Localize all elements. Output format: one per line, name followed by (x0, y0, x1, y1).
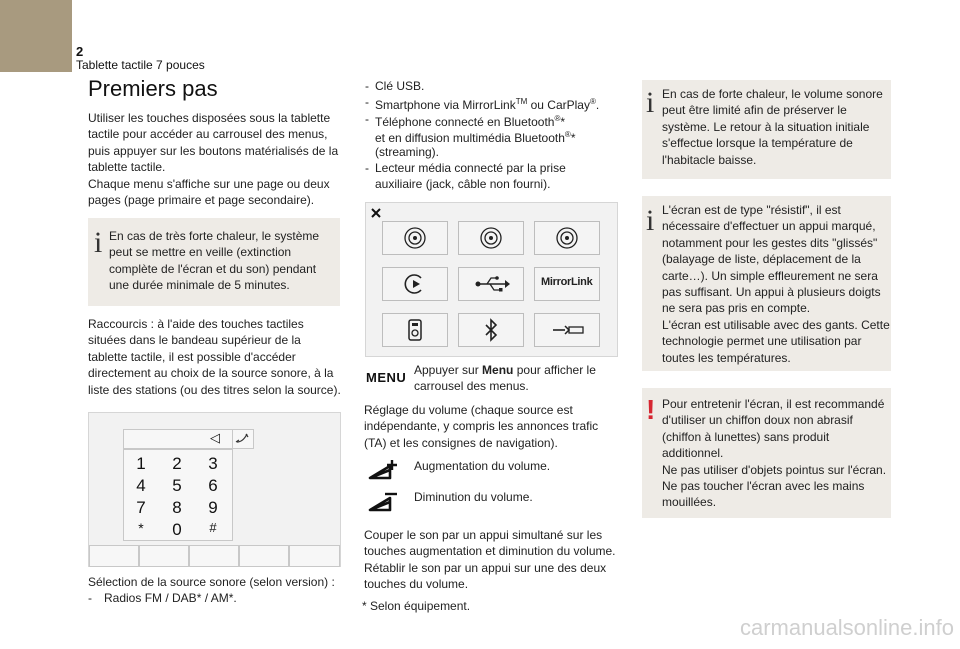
key-hash: # (209, 520, 217, 535)
heat-volume-info-box: i En cas de forte chaleur, le volume sonore peut être limité afin de préserver le système. Le retour à la situation initiale s'effectue lorsque la température de l'habitacle baisse. (642, 80, 891, 179)
backspace-icon: ◁ (210, 430, 220, 445)
volume-down-text: Diminution du volume. (414, 490, 533, 504)
softkey-1 (89, 545, 139, 567)
mute-paragraph: Couper le son par un appui simultané sur les touches augmentation et diminution du volume. Rétablir le son par un appui sur une des deux touches du volume. (364, 528, 616, 592)
intro-paragraph: Utiliser les touches disposées sous la tablette tactile pour accéder au carrousel des menus, puis appuyer sur les boutons matérialisés de la tablette tactile. Chaque menu s'affiche sur une page ou deux pages (page primaire et page secondaire). (88, 111, 339, 208)
shortcuts-paragraph: Raccourcis : à l'aide des touches tactiles situées dans le bandeau supérieur de la tablette tactile, il est possible d'accéder directement au choix de la source sonore, à la liste des stations (ou des titres selon la source). (88, 317, 341, 397)
key-4: 4 (136, 476, 146, 495)
source-carplay-button (382, 267, 448, 301)
heat-info-box: i En cas de très forte chaleur, le système peut se mettre en veille (extinction complète de l'écran et du son) pendant une durée minimale de 5 minutes. (88, 218, 340, 306)
play-icon (383, 268, 447, 300)
section-tab (0, 0, 72, 72)
key-0: 0 (172, 520, 182, 539)
info-icon: i (646, 204, 655, 237)
key-3: 3 (208, 454, 218, 473)
sources-list-col1: - Radios FM / DAB* / AM*. (88, 591, 237, 605)
source-media-player-button (382, 313, 448, 347)
phone-icon (233, 430, 251, 446)
softkey-5 (289, 545, 340, 567)
softkey-3 (189, 545, 239, 567)
source-radio-dab-button (458, 221, 524, 255)
source-bluetooth-button (458, 313, 524, 347)
source-radio-fm-button (382, 221, 448, 255)
source-mirrorlink-button (534, 267, 600, 301)
footnote: * Selon équipement. (362, 599, 471, 613)
source-aux-jack-button (534, 313, 600, 347)
info-icon: i (646, 86, 655, 119)
key-2: 2 (172, 454, 182, 473)
radio-icon (459, 222, 523, 254)
key-8: 8 (172, 498, 182, 517)
call-key (232, 429, 254, 449)
media-player-icon (383, 314, 447, 346)
softkey-4 (239, 545, 289, 567)
key-9: 9 (208, 498, 218, 517)
key-star: * (138, 520, 144, 536)
close-icon (370, 207, 382, 219)
info-icon: i (94, 226, 103, 259)
key-7: 7 (136, 498, 146, 517)
keypad-grid (123, 449, 233, 541)
source-screen-illustration (365, 202, 618, 357)
softkey-2 (139, 545, 189, 567)
sources-list-col2: - Clé USB. - Smartphone via MirrorLink™ ou CarPlay®. - Téléphone connecté en Bluetooth®* et en diffusion multimédia Bluetooth®* (streaming). - Lecteur média connecté par la prise auxiliaire (jack, câble non fourni). (365, 79, 600, 192)
menu-key-label: MENU (366, 370, 407, 385)
source-radio-am-button (534, 221, 600, 255)
bluetooth-icon (459, 314, 523, 346)
radio-icon (383, 222, 447, 254)
menu-description: Appuyer sur Menu pour afficher le carrousel des menus. (414, 363, 596, 394)
keypad-screen-illustration (88, 412, 341, 567)
key-1: 1 (136, 454, 146, 473)
source-selection-text: Sélection de la source sonore (selon version) : (88, 575, 335, 589)
source-usb-button (458, 267, 524, 301)
radio-icon (535, 222, 599, 254)
key-6: 6 (208, 476, 218, 495)
volume-up-icon (368, 456, 398, 482)
page-number: 2 (76, 44, 84, 59)
usb-icon (459, 268, 523, 300)
volume-down-icon (368, 488, 398, 514)
volume-up-text: Augmentation du volume. (414, 459, 551, 473)
mirrorlink-logo: MirrorLink (541, 276, 593, 288)
aux-jack-icon (535, 314, 599, 346)
section-title: Tablette tactile 7 pouces (76, 58, 205, 72)
key-5: 5 (172, 476, 182, 495)
watermark: carmanualsonline.info (739, 615, 954, 640)
screen-type-info-box: i L'écran est de type "résistif", il est nécessaire d'effectuer un appui marqué, notamment pour les gestes dits "glissés" (balayage de liste, déplacement de la carte…). Un simple effleurement ne sera pas suffisant. Un appui à plusieurs doigts ne sera pas pris en compte. L'écran est utilisable avec des gants. Cette technologie permet une utilisation par toutes les températures. (642, 196, 891, 371)
cleaning-warning-box: ! Pour entretenir l'écran, il est recommandé d'utiliser un chiffon doux non abrasif (chiffon à lunettes) sans produit additionnel. Ne pas utiliser d'objets pointus sur l'écran. Ne pas toucher l'écran avec les mains mouillées. (642, 388, 891, 518)
page-title: Premiers pas (88, 76, 218, 101)
warning-icon: ! (646, 394, 656, 425)
volume-intro: Réglage du volume (chaque source est indépendante, y compris les annonces trafic (TA) et les consignes de navigation). (364, 403, 599, 450)
